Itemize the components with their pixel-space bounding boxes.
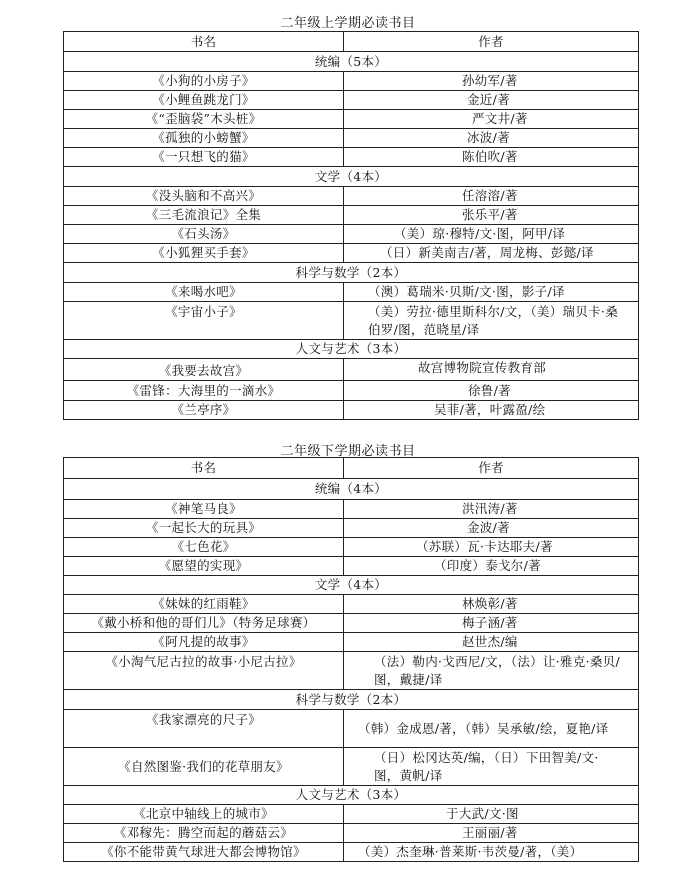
book-title: 《小狐狸买手套》 xyxy=(64,244,344,263)
section-row xyxy=(64,167,639,187)
book-author: 林焕彰/著 xyxy=(344,595,639,614)
table-row xyxy=(64,244,639,263)
table-row xyxy=(64,614,639,633)
table-row xyxy=(64,148,639,167)
section-heading: 人文与艺术（3本） xyxy=(64,786,639,805)
book-title: 《一只想飞的猫》 xyxy=(64,148,344,167)
book-author: 故宫博物院宣传教育部 xyxy=(344,359,639,381)
book-title: 《阿凡提的故事》 xyxy=(64,633,344,652)
table-row xyxy=(64,633,639,652)
table-header-row xyxy=(64,32,639,52)
book-author: 陈伯吹/著 xyxy=(344,148,639,167)
book-title: 《“歪脑袋”木头桩》 xyxy=(64,110,344,129)
table-row xyxy=(64,805,639,824)
book-author: 于大武/文·图 xyxy=(344,805,639,824)
section-heading: 人文与艺术（3本） xyxy=(64,340,639,359)
book-author: 冰波/著 xyxy=(344,129,639,148)
book-title: 《一起长大的玩具》 xyxy=(64,519,344,538)
table-row xyxy=(64,110,639,129)
table-row xyxy=(64,500,639,519)
book-author: 徐鲁/著 xyxy=(344,381,639,401)
semester2-booklist-table xyxy=(63,457,639,862)
table-row xyxy=(64,652,639,690)
section-row xyxy=(64,340,639,359)
book-title: 《小狗的小房子》 xyxy=(64,72,344,91)
section-heading: 文学（4本） xyxy=(64,576,639,595)
table-row xyxy=(64,91,639,110)
book-author: 赵世杰/编 xyxy=(344,633,639,652)
book-author: 严文井/著 xyxy=(344,110,639,129)
table-row xyxy=(64,538,639,557)
book-title: 《三毛流浪记》全集 xyxy=(64,206,344,225)
book-title: 《小鲤鱼跳龙门》 xyxy=(64,91,344,110)
table-row xyxy=(64,595,639,614)
book-author: 任溶溶/著 xyxy=(344,187,639,206)
column-header-author: 作者 xyxy=(344,32,639,52)
book-author: （苏联）瓦·卡达耶夫/著 xyxy=(344,538,639,557)
book-title: 《你不能带黄气球进大都会博物馆》 xyxy=(64,843,344,862)
book-title: 《小淘气尼古拉的故事·小尼古拉》 xyxy=(64,652,344,690)
book-title: 《没头脑和不高兴》 xyxy=(64,187,344,206)
book-author: 金波/著 xyxy=(344,519,639,538)
book-title: 《石头汤》 xyxy=(64,225,344,244)
table-row xyxy=(64,519,639,538)
column-header-book: 书名 xyxy=(64,32,344,52)
section-heading: 统编（4本） xyxy=(64,479,639,500)
table-row xyxy=(64,381,639,401)
book-title: 《来喝水吧》 xyxy=(64,283,344,302)
book-title: 《妹妹的红雨鞋》 xyxy=(64,595,344,614)
table-row xyxy=(64,557,639,576)
section-heading: 科学与数学（2本） xyxy=(64,690,639,710)
book-author: （日）松冈达英/编，（日）下田智美/文·图，黄帆/译 xyxy=(344,748,639,786)
semester2-title: 二年级下学期必读书目 xyxy=(280,444,416,459)
table-row xyxy=(64,710,639,748)
book-author: 洪汛涛/著 xyxy=(344,500,639,519)
table-row xyxy=(64,206,639,225)
book-author: 王丽丽/著 xyxy=(344,824,639,843)
book-title: 《我家漂亮的尺子》 xyxy=(64,710,344,748)
book-author: （澳）葛瑞米·贝斯/文·图，影子/译 xyxy=(344,283,639,302)
section-row xyxy=(64,690,639,710)
book-author: 孙幼军/著 xyxy=(344,72,639,91)
table-row xyxy=(64,748,639,786)
book-author: （韩）金成恩/著，（韩）吴承敏/绘，夏艳/译 xyxy=(344,710,639,748)
book-author: （美）杰奎琳·普莱斯·韦茨曼/著，（美） xyxy=(344,843,639,862)
book-title: 《自然图鉴·我们的花草朋友》 xyxy=(64,748,344,786)
table-row xyxy=(64,129,639,148)
table-row xyxy=(64,225,639,244)
table-row xyxy=(64,187,639,206)
book-author: 吴菲/著，叶露盈/绘 xyxy=(344,401,639,420)
semester1-title: 二年级上学期必读书目 xyxy=(280,16,416,31)
book-title: 《邓稼先：腾空而起的蘑菇云》 xyxy=(64,824,344,843)
column-header-book: 书名 xyxy=(64,458,344,479)
table-row xyxy=(64,401,639,420)
table-row xyxy=(64,72,639,91)
table-row xyxy=(64,824,639,843)
section-heading: 科学与数学（2本） xyxy=(64,263,639,283)
book-title: 《雷锋：大海里的一滴水》 xyxy=(64,381,344,401)
book-title: 《戴小桥和他的哥们儿》（特务足球赛） xyxy=(64,614,344,633)
book-author: 梅子涵/著 xyxy=(344,614,639,633)
table-row xyxy=(64,359,639,381)
book-author: 金近/著 xyxy=(344,91,639,110)
book-author: （日）新美南吉/著，周龙梅、彭懿/译 xyxy=(344,244,639,263)
book-title: 《愿望的实现》 xyxy=(64,557,344,576)
table-row xyxy=(64,843,639,862)
table-row xyxy=(64,302,639,340)
section-row xyxy=(64,786,639,805)
book-author: （法）勒内·戈西尼/文，（法）让·雅克·桑贝/图，戴捷/译 xyxy=(344,652,639,690)
book-title: 《宇宙小子》 xyxy=(64,302,344,340)
table-header-row xyxy=(64,458,639,479)
table-row xyxy=(64,283,639,302)
section-row xyxy=(64,576,639,595)
book-author: （美）劳拉·德里斯科尔/文，（美）瑞贝卡·桑伯罗/图，范晓星/译 xyxy=(344,302,639,340)
book-title: 《我要去故宫》 xyxy=(64,359,344,381)
book-author: （印度）泰戈尔/著 xyxy=(344,557,639,576)
section-heading: 统编（5本） xyxy=(64,52,639,72)
book-title: 《七色花》 xyxy=(64,538,344,557)
section-heading: 文学（4本） xyxy=(64,167,639,187)
book-title: 《兰亭序》 xyxy=(64,401,344,420)
book-author: 张乐平/著 xyxy=(344,206,639,225)
section-row xyxy=(64,263,639,283)
column-header-author: 作者 xyxy=(344,458,639,479)
section-row xyxy=(64,479,639,500)
book-author: （美）琼·穆特/文·图，阿甲/译 xyxy=(344,225,639,244)
semester1-booklist-table xyxy=(63,31,639,420)
section-row xyxy=(64,52,639,72)
book-title: 《北京中轴线上的城市》 xyxy=(64,805,344,824)
book-title: 《神笔马良》 xyxy=(64,500,344,519)
book-title: 《孤独的小螃蟹》 xyxy=(64,129,344,148)
